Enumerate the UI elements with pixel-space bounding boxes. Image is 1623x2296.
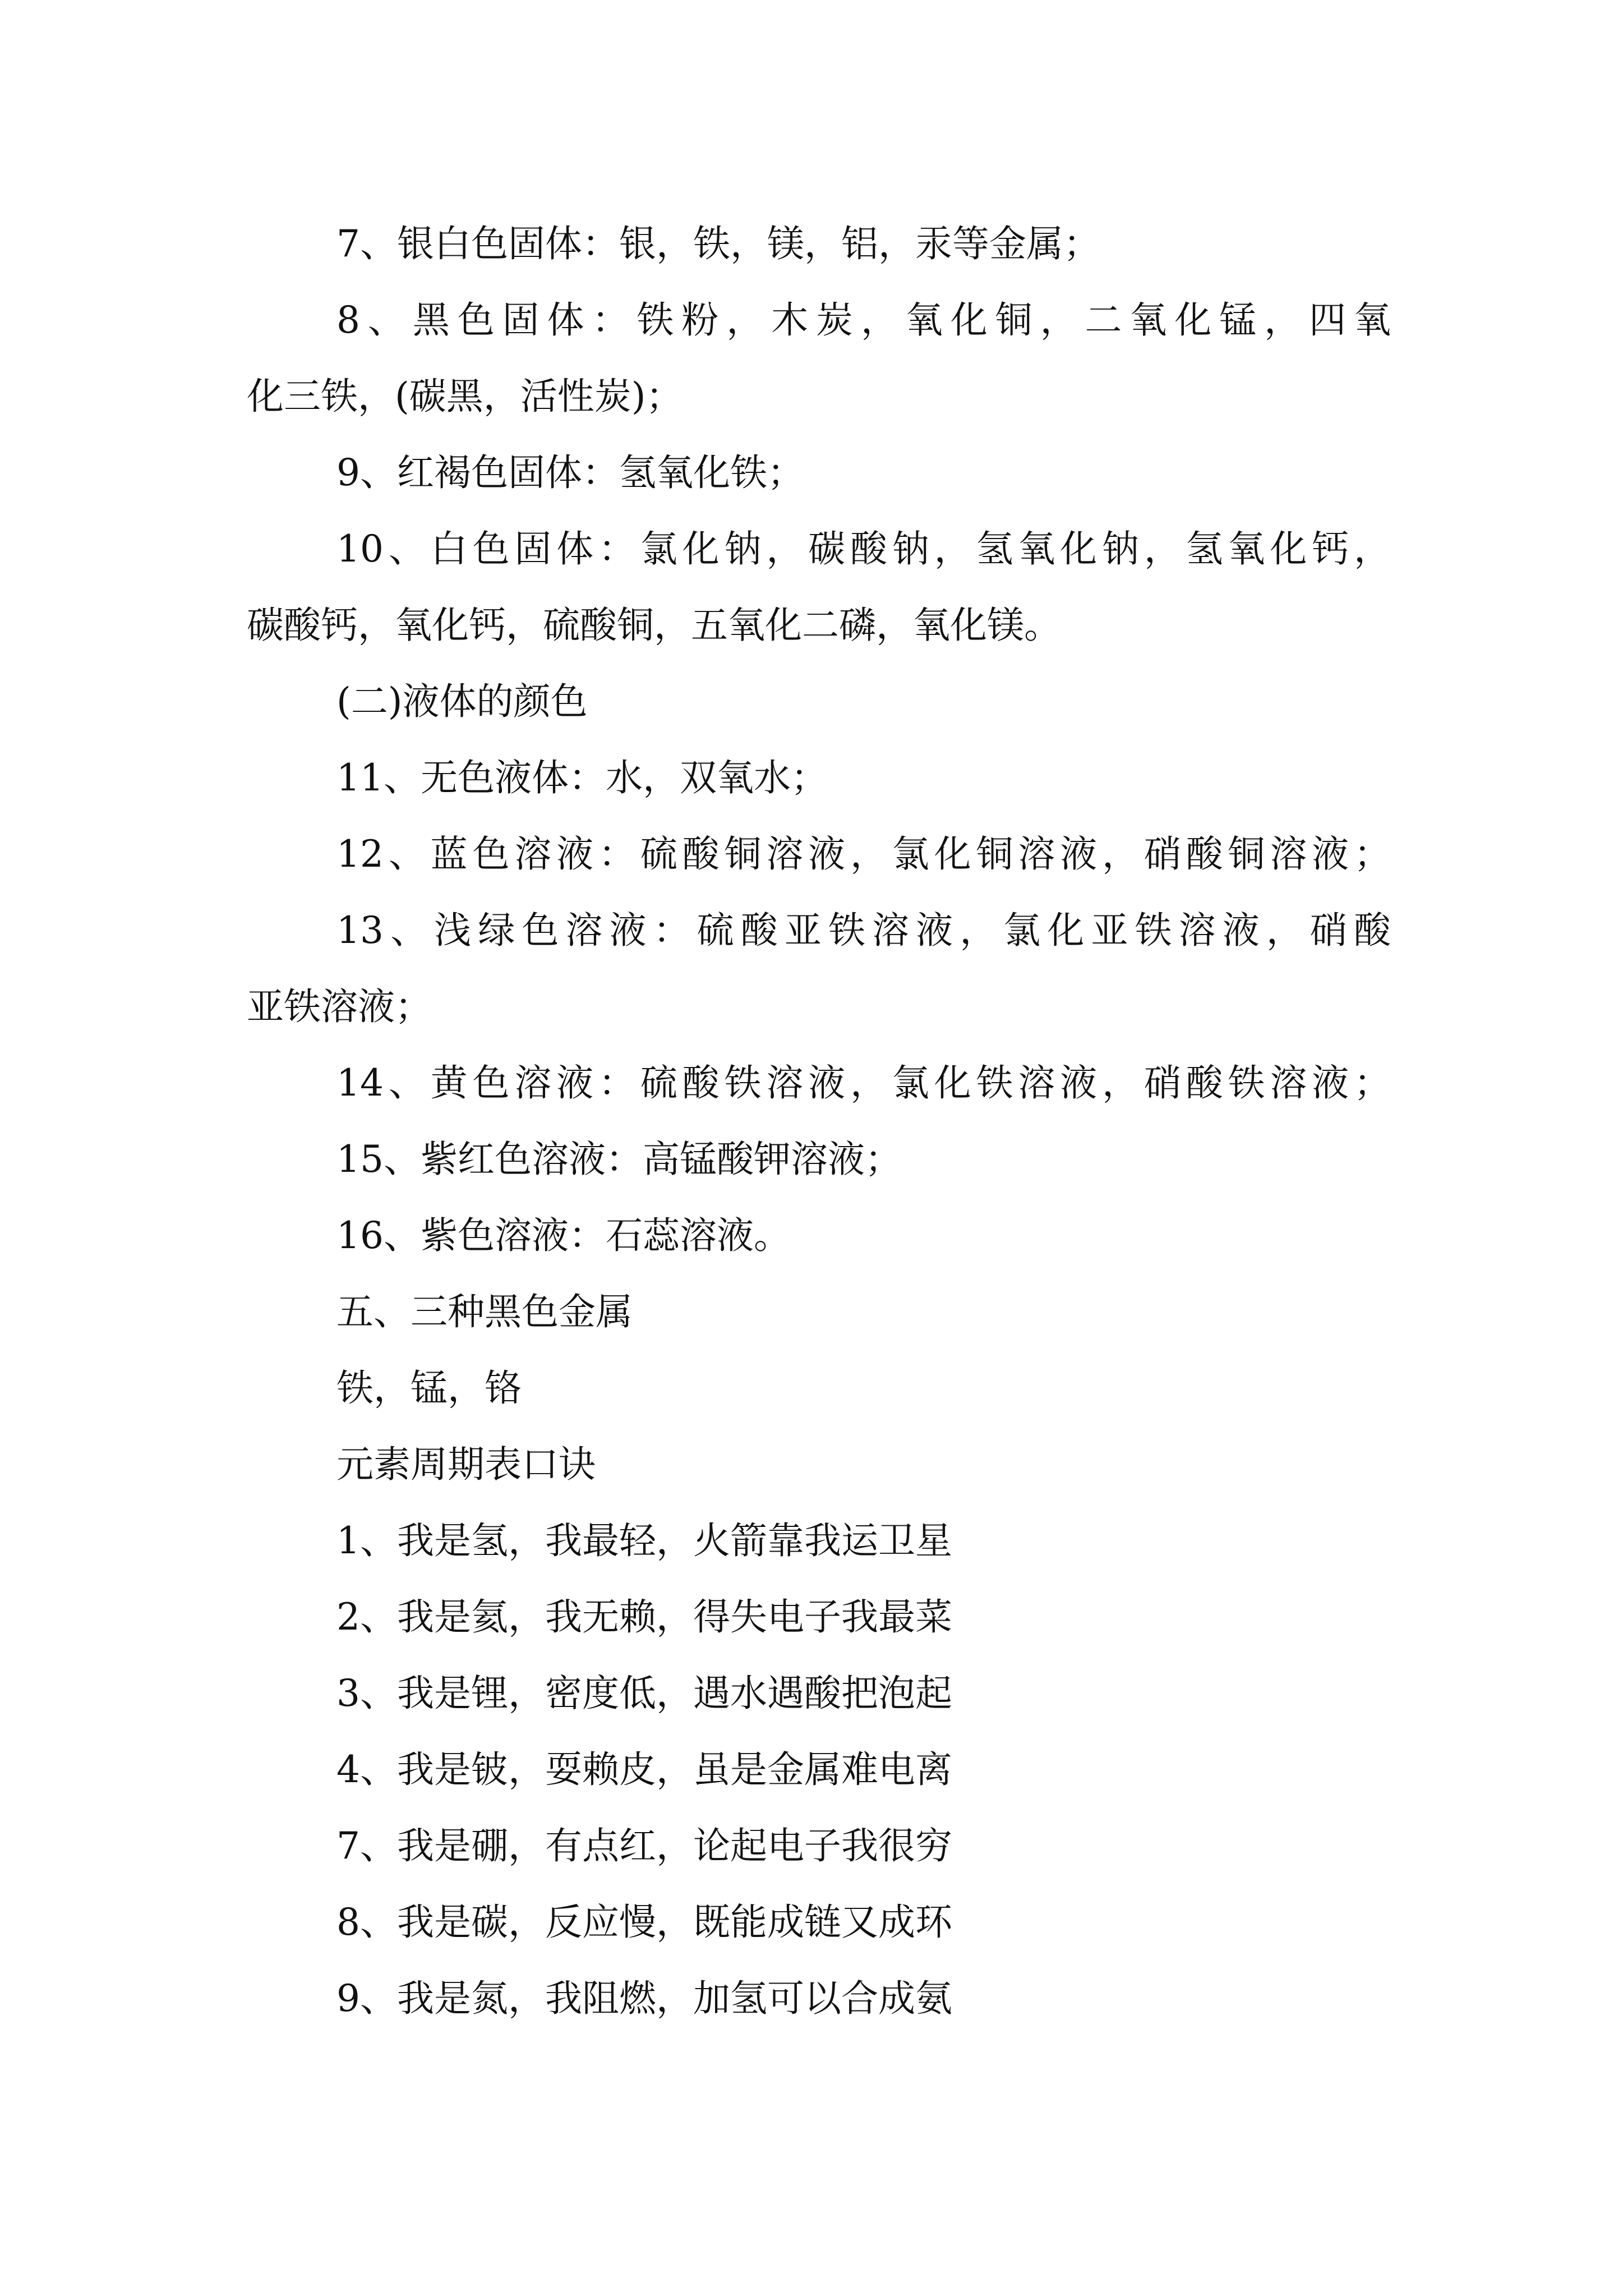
paragraph-line: 9、我是氮，我阻燃，加氢可以合成氨 <box>336 1977 952 2020</box>
section-heading: 五、三种黑色金属 <box>336 1290 633 1333</box>
paragraph-line: 14、黄色溶液：硫酸铁溶液，氯化铁溶液，硝酸铁溶液； <box>336 1061 1391 1105</box>
paragraph-line: 11、无色液体：水，双氧水； <box>336 756 828 799</box>
paragraph-line: 8、我是碳，反应慢，既能成链又成环 <box>336 1901 952 1944</box>
paragraph-line: 16、紫色溶液：石蕊溶液。 <box>336 1214 791 1257</box>
paragraph-line: 7、银白色固体：银，铁，镁，铝，汞等金属； <box>336 222 1100 265</box>
paragraph-line: 10、白色固体：氯化钠，碳酸钠，氢氧化钠，氢氧化钙， <box>336 527 1391 570</box>
paragraph-line: 3、我是锂，密度低，遇水遇酸把泡起 <box>336 1672 952 1715</box>
paragraph-line: 亚铁溶液； <box>247 985 432 1028</box>
paragraph-line: 8、黑色固体：铁粉，木炭，氧化铜，二氧化锰，四氧 <box>336 298 1391 342</box>
section-heading: (二)液体的颜色 <box>336 680 588 723</box>
paragraph-line: 化三铁，(碳黑，活性炭)； <box>247 375 683 418</box>
paragraph-line: 1、我是氢，我最轻，火箭靠我运卫星 <box>336 1519 952 1562</box>
paragraph-line: 铁，锰，铬 <box>336 1366 522 1410</box>
section-heading: 元素周期表口诀 <box>336 1443 596 1486</box>
paragraph-line: 碳酸钙，氧化钙，硫酸铜，五氧化二磷，氧化镁。 <box>247 604 1061 647</box>
paragraph-line: 15、紫红色溶液：高锰酸钾溶液； <box>336 1138 902 1181</box>
paragraph-line: 2、我是氦，我无赖，得失电子我最菜 <box>336 1595 952 1639</box>
paragraph-line: 9、红褐色固体：氢氧化铁； <box>336 451 804 494</box>
paragraph-line: 13、浅绿色溶液：硫酸亚铁溶液，氯化亚铁溶液，硝酸 <box>336 909 1391 952</box>
paragraph-line: 7、我是硼，有点红，论起电子我很穷 <box>336 1824 952 1867</box>
paragraph-line: 4、我是铍，耍赖皮，虽是金属难电离 <box>336 1748 952 1791</box>
paragraph-line: 12、蓝色溶液：硫酸铜溶液，氯化铜溶液，硝酸铜溶液； <box>336 832 1391 876</box>
